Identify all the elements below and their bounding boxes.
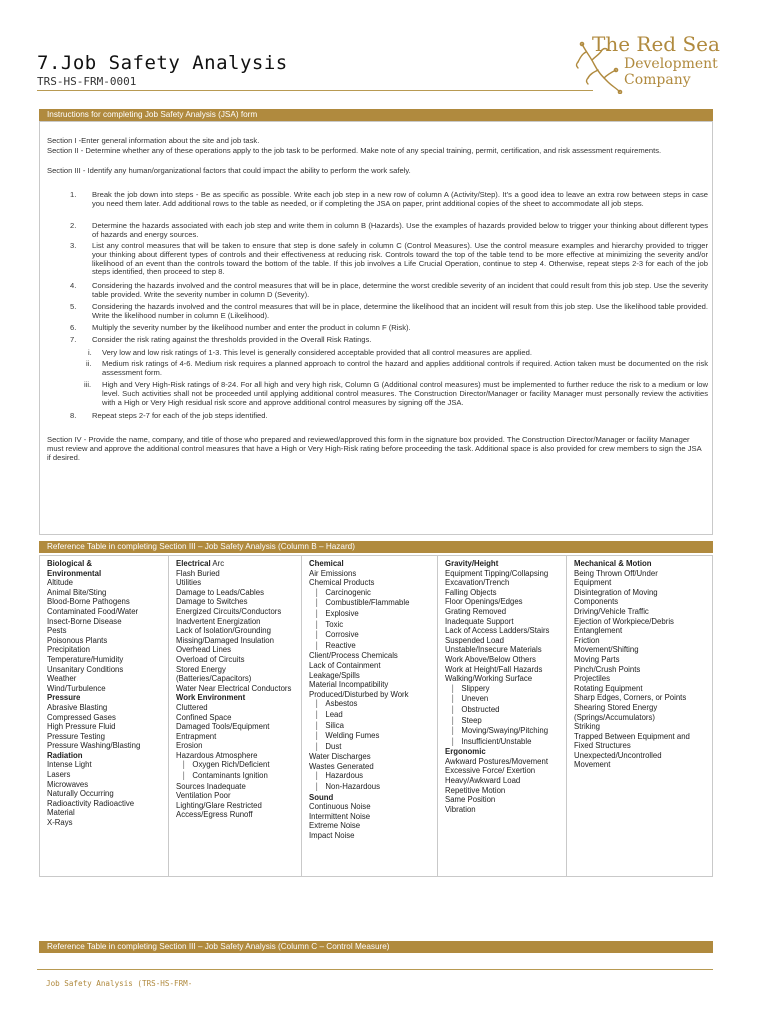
hazard-item: Equipment Tipping/Collapsing <box>445 568 549 578</box>
section-3-text: Section III - Identify any human/organizational factors that could impact the ability to perform the work safely. <box>47 166 411 175</box>
hazard-item: Unsanitary Conditions <box>47 664 124 674</box>
hazard-item: Blood-Borne Pathogens <box>47 597 130 607</box>
hazard-category: Sound <box>309 792 334 802</box>
hazard-item: │ Silica <box>309 721 437 732</box>
hazard-item: Temperature/Humidity <box>47 654 124 664</box>
hazard-item: Abrasive Blasting <box>47 702 108 712</box>
hazard-item: │ Non-Hazardous <box>309 782 437 793</box>
hazard-item: Contaminated Food/Water <box>47 606 139 616</box>
hazard-item: Pests <box>47 626 67 636</box>
section-1-text: Section I -Enter general information about the site and job task. <box>47 136 260 145</box>
form-code: TRS-HS-FRM-0001 <box>37 75 137 88</box>
hazard-item: Overhead Lines <box>176 645 232 655</box>
hazard-item: Altitude <box>47 578 74 588</box>
hazard-category: Ergonomic <box>445 747 486 757</box>
hazard-item: Precipitation <box>47 645 90 655</box>
hazard-item: Being Thrown Off/Under <box>574 568 658 578</box>
hazard-list <box>169 556 301 820</box>
hazard-item: Shearing Stored Energy <box>574 702 658 712</box>
hazard-item: Striking <box>574 722 600 732</box>
hazard-item: Ventilation Poor <box>176 791 231 801</box>
hazard-item: │ Slippery <box>445 684 566 695</box>
hazard-item: │ Combustible/Flammable <box>309 598 437 609</box>
step-text: Considering the hazards involved and the control measures that will be in place, determine the worst credible severity of an incident that could result from this job step. Use the severity table provided. Write the severity number in column D (Severity). <box>92 281 708 299</box>
hazard-item: Wind/Turbulence <box>47 683 106 693</box>
hazard-item: Work Above/Below Others <box>445 654 536 664</box>
hazard-item: Trapped Between Equipment and <box>574 731 690 741</box>
hazard-item: │ Steep <box>445 716 566 727</box>
hazard-item: Unstable/Insecure Materials <box>445 645 542 655</box>
hazard-item: Damage to Switches <box>176 597 248 607</box>
step-number: i. <box>88 348 92 357</box>
hazard-item: Cluttered <box>176 702 208 712</box>
hazard-item: Walking/Working Surface <box>445 674 533 684</box>
hazard-item: │ Explosive <box>309 609 437 620</box>
hazard-item: Pressure Washing/Blasting <box>47 741 141 751</box>
hazard-item: Suspended Load <box>445 635 504 645</box>
hazard-item: │ Welding Fumes <box>309 731 437 742</box>
step-number: 1. <box>70 190 77 199</box>
hazard-category: Electrical Arc <box>176 559 225 568</box>
step-number: ii. <box>86 359 92 368</box>
step-text: Considering the hazards involved and the control measures that will be in place, determine the likelihood that an incident will result from this job step. Use the likelihood table provided. Write the likelihood number in column E (Likelihood). <box>92 302 708 320</box>
hazard-item: Floor Openings/Edges <box>445 597 523 607</box>
hazard-item: Entanglement <box>574 626 623 636</box>
hazard-item: Rotating Equipment <box>574 683 643 693</box>
hazard-item: Missing/Damaged Insulation <box>176 635 274 645</box>
hazard-item: Utilities <box>176 578 202 588</box>
hazard-item: Animal Bite/Sting <box>47 587 107 597</box>
hazard-item: Stored Energy <box>176 664 226 674</box>
hazard-column-mechanical <box>567 556 712 876</box>
instructions-band: Instructions for completing Job Safety Analysis (JSA) form <box>39 109 713 121</box>
step-text: High and Very High-Risk ratings of 8-24. For all high and very high risk, Column G (Additional control measures) must be implemented to further reduce the risk to a medium or low level. Such activities shall not be proceeded until applying additional control measures. The Construction Director/Manager or facility Manager must personally review the activities with a High or Very High residual risk score and approve additional control measures by signing off the JSA. <box>102 380 708 407</box>
hazard-item: Poisonous Plants <box>47 635 108 645</box>
hazard-column-chemical <box>302 556 438 876</box>
hazard-item: (Springs/Accumulators) <box>574 712 656 722</box>
step-text: Multiply the severity number by the likelihood number and enter the product in column F (Risk). <box>92 323 411 332</box>
hazard-item: Work at Height/Fall Hazards <box>445 664 543 674</box>
hazard-item: Confined Space <box>176 712 232 722</box>
hazard-item: Intermittent Noise <box>309 811 371 821</box>
hazard-item: │ Carcinogenic <box>309 588 437 599</box>
hazard-category: Mechanical & Motion <box>574 559 652 568</box>
step-text: Repeat steps 2-7 for each of the job steps identified. <box>92 411 268 420</box>
hazard-item: Awkward Postures/Movement <box>445 756 548 766</box>
hazard-item: Overload of Circuits <box>176 654 245 664</box>
hazard-item: Impact Noise <box>309 831 355 841</box>
hazard-item: Intense Light <box>47 760 92 770</box>
hazard-item: Lack of Containment <box>309 660 381 670</box>
hazard-item: Water Near Electrical Conductors <box>176 683 292 693</box>
hazard-list <box>567 556 712 770</box>
header-divider <box>37 90 593 91</box>
hazard-item: Lack of Access Ladders/Stairs <box>445 626 550 636</box>
step-text: Consider the risk rating against the thresholds provided in the Overall Risk Ratings. <box>92 335 372 344</box>
step-number: 6. <box>70 323 77 332</box>
hazard-item: │ Toxic <box>309 620 437 631</box>
hazard-item: Disintegration of Moving <box>574 587 658 597</box>
hazard-item: Movement/Shifting <box>574 645 639 655</box>
step-number: 3. <box>70 241 77 250</box>
hazard-category: Work Environment <box>176 693 246 703</box>
hazard-item: X-Rays <box>47 818 73 828</box>
footer-divider <box>37 969 713 970</box>
hazard-reference-table <box>39 555 713 877</box>
hazard-item: Microwaves <box>47 779 89 789</box>
hazard-item: Client/Process Chemicals <box>309 651 398 661</box>
hazard-item: Unexpected/Uncontrolled <box>574 750 662 760</box>
step-number: 7. <box>70 335 77 344</box>
hazard-item: Lighting/Glare Restricted <box>176 800 262 810</box>
hazard-item: Leakage/Spills <box>309 670 360 680</box>
hazard-item: │ Asbestos <box>309 699 437 710</box>
hazard-item: │ Contaminants Ignition <box>176 771 301 782</box>
step-text: Very low and low risk ratings of 1-3. This level is generally considered acceptable provided that all control measures are applied. <box>102 348 532 357</box>
hazard-item: │ Obstructed <box>445 705 566 716</box>
step-number: 5. <box>70 302 77 311</box>
step-number: 8. <box>70 411 77 420</box>
hazard-item: │ Hazardous <box>309 771 437 782</box>
hazard-item: Moving Parts <box>574 654 620 664</box>
hazard-item: Grating Removed <box>445 606 507 616</box>
hazard-column-gravity <box>438 556 567 876</box>
hazard-item: Naturally Occurring <box>47 789 114 799</box>
section-2-text: Section II - Determine whether any of these operations apply to the job task to be performed. Make note of any special training, permit, certification, and risk assessment requirements. <box>47 146 662 155</box>
step-number: 4. <box>70 281 77 290</box>
hazard-item: Flash Buried <box>176 568 220 578</box>
step-text: List any control measures that will be taken to ensure that step is done safely in column C (Control Measures). Use the control measure examples and hierarchy provided to trigger your thinking about different types of controls and their effectiveness at reducing risk. Controls toward the top of the table tend to be more effective at minimizing the severity and/or likelihood of an event than the controls toward the bottom of the table. If this job involves a Life Crucial Operation, continue to step 4. Otherwise, repeat steps 2-3 for each of the job steps identified, then proceed to step 8. <box>92 241 708 277</box>
hazard-category: Gravity/Height <box>445 559 499 568</box>
hazard-item: │ Uneven <box>445 694 566 705</box>
section-4-text: Section IV - Provide the name, company, and title of those who prepared and reviewed/approved this form in the signature box provided. The Construction Director/Manager or facility Manager must review and approve the additional control measures that have a High or Very High-Risk rating before proceeding the task. Additional space is also provided for crew members to sign the JSA if desired. <box>47 435 702 462</box>
hazard-item: Chemical Products <box>309 578 375 588</box>
hazard-list <box>40 556 168 828</box>
hazard-item: │ Insufficient/Unstable <box>445 737 566 748</box>
hazard-item: Projectiles <box>574 674 610 684</box>
hazard-item: Weather <box>47 674 77 684</box>
footer-text: Job Safety Analysis (TRS-HS-FRM- <box>46 979 193 988</box>
hazard-item: │ Oxygen Rich/Deficient <box>176 760 301 771</box>
company-logo <box>572 30 732 96</box>
hazard-item: Material Incompatibility <box>309 680 389 690</box>
hazard-list <box>438 556 566 814</box>
step-text: Break the job down into steps - Be as specific as possible. Write each job step in a new row of column A (Activity/Step). It’s a good idea to leave an extra row between steps in case you need them later. Add additional rows to the table as needed, or if completing the JSA on paper, print additional copies of the sheet to accommodate all job steps. <box>92 190 708 208</box>
hazard-item: Hazardous Atmosphere <box>176 750 258 760</box>
logo-text-line3: Company <box>624 72 691 88</box>
hazard-item: │ Moving/Swaying/Pitching <box>445 726 566 737</box>
hazard-item: Falling Objects <box>445 587 497 597</box>
hazard-item: │ Lead <box>309 710 437 721</box>
hazard-item: Same Position <box>445 795 496 805</box>
hazard-item: Insect-Borne Disease <box>47 616 122 626</box>
hazard-item: Material <box>47 808 75 818</box>
hazard-item: Heavy/Awkward Load <box>445 776 521 786</box>
hazard-item: │ Corrosive <box>309 630 437 641</box>
hazard-item: Excavation/Trench <box>445 578 510 588</box>
hazard-item: Pressure Testing <box>47 731 105 741</box>
hazard-column-electrical <box>169 556 302 876</box>
hazard-item: Air Emissions <box>309 568 357 578</box>
hazard-item: Sources Inadequate <box>176 781 246 791</box>
hazard-item: Pinch/Crush Points <box>574 664 641 674</box>
hazard-item: Water Discharges <box>309 752 371 762</box>
hazard-item: Erosion <box>176 741 203 751</box>
logo-text-line1: The Red Sea <box>592 32 720 56</box>
reference-control-band: Reference Table in completing Section III – Job Safety Analysis (Column C – Control Measure) <box>39 941 713 953</box>
hazard-item: High Pressure Fluid <box>47 722 116 732</box>
hazard-item: Ejection of Workpiece/Debris <box>574 616 674 626</box>
hazard-item: Entrapment <box>176 731 217 741</box>
page-title: 7.Job Safety Analysis <box>37 52 288 74</box>
step-text: Determine the hazards associated with each job step and write them in column B (Hazards). Use the examples of hazards provided below to trigger your thinking about different types of hazards and energy sources. <box>92 221 708 239</box>
hazard-list <box>302 556 437 841</box>
hazard-item: Energized Circuits/Conductors <box>176 606 282 616</box>
hazard-item: Compressed Gases <box>47 712 116 722</box>
hazard-item: │ Dust <box>309 742 437 753</box>
hazard-item: Lack of Isolation/Grounding <box>176 626 271 636</box>
hazard-item: Continuous Noise <box>309 802 371 812</box>
hazard-category: Biological & <box>47 559 93 568</box>
hazard-item: Extreme Noise <box>309 821 361 831</box>
hazard-category: Chemical <box>309 559 344 568</box>
hazard-item: Movement <box>574 760 611 770</box>
hazard-item: Damage to Leads/Cables <box>176 587 264 597</box>
hazard-item: Vibration <box>445 804 476 814</box>
hazard-item: Produced/Disturbed by Work <box>309 689 409 699</box>
hazard-column-biological <box>40 556 169 876</box>
hazard-item: Friction <box>574 635 600 645</box>
hazard-item: Wastes Generated <box>309 761 374 771</box>
step-number: iii. <box>84 380 92 389</box>
hazard-item: Inadvertent Energization <box>176 616 261 626</box>
logo-text-line2: Development <box>624 56 718 72</box>
hazard-item: Repetitive Motion <box>445 785 506 795</box>
hazard-item: Access/Egress Runoff <box>176 810 253 820</box>
hazard-category: Pressure <box>47 693 81 703</box>
hazard-item: Damaged Tools/Equipment <box>176 722 270 732</box>
hazard-item: Sharp Edges, Corners, or Points <box>574 693 687 703</box>
hazard-item: │ Reactive <box>309 641 437 652</box>
instructions-box <box>39 121 713 535</box>
hazard-item: Equipment <box>574 578 612 588</box>
hazard-item: Lasers <box>47 770 71 780</box>
hazard-item: Driving/Vehicle Traffic <box>574 606 649 616</box>
hazard-category: Environmental <box>47 568 102 578</box>
step-number: 2. <box>70 221 77 230</box>
hazard-item: Excessive Force/ Exertion <box>445 766 536 776</box>
hazard-item: Fixed Structures <box>574 741 631 751</box>
step-text: Medium risk ratings of 4-6. Medium risk requires a planned approach to control the hazard and applies additional controls if required. Action taken must be documented on the risk assessment form. <box>102 359 708 377</box>
reference-hazard-band: Reference Table in completing Section III – Job Safety Analysis (Column B – Hazard) <box>39 541 713 553</box>
hazard-item: Components <box>574 597 619 607</box>
hazard-item: (Batteries/Capacitors) <box>176 674 252 684</box>
hazard-item: Inadequate Support <box>445 616 514 626</box>
hazard-item: Radioactivity Radioactive <box>47 798 135 808</box>
hazard-category: Radiation <box>47 750 83 760</box>
